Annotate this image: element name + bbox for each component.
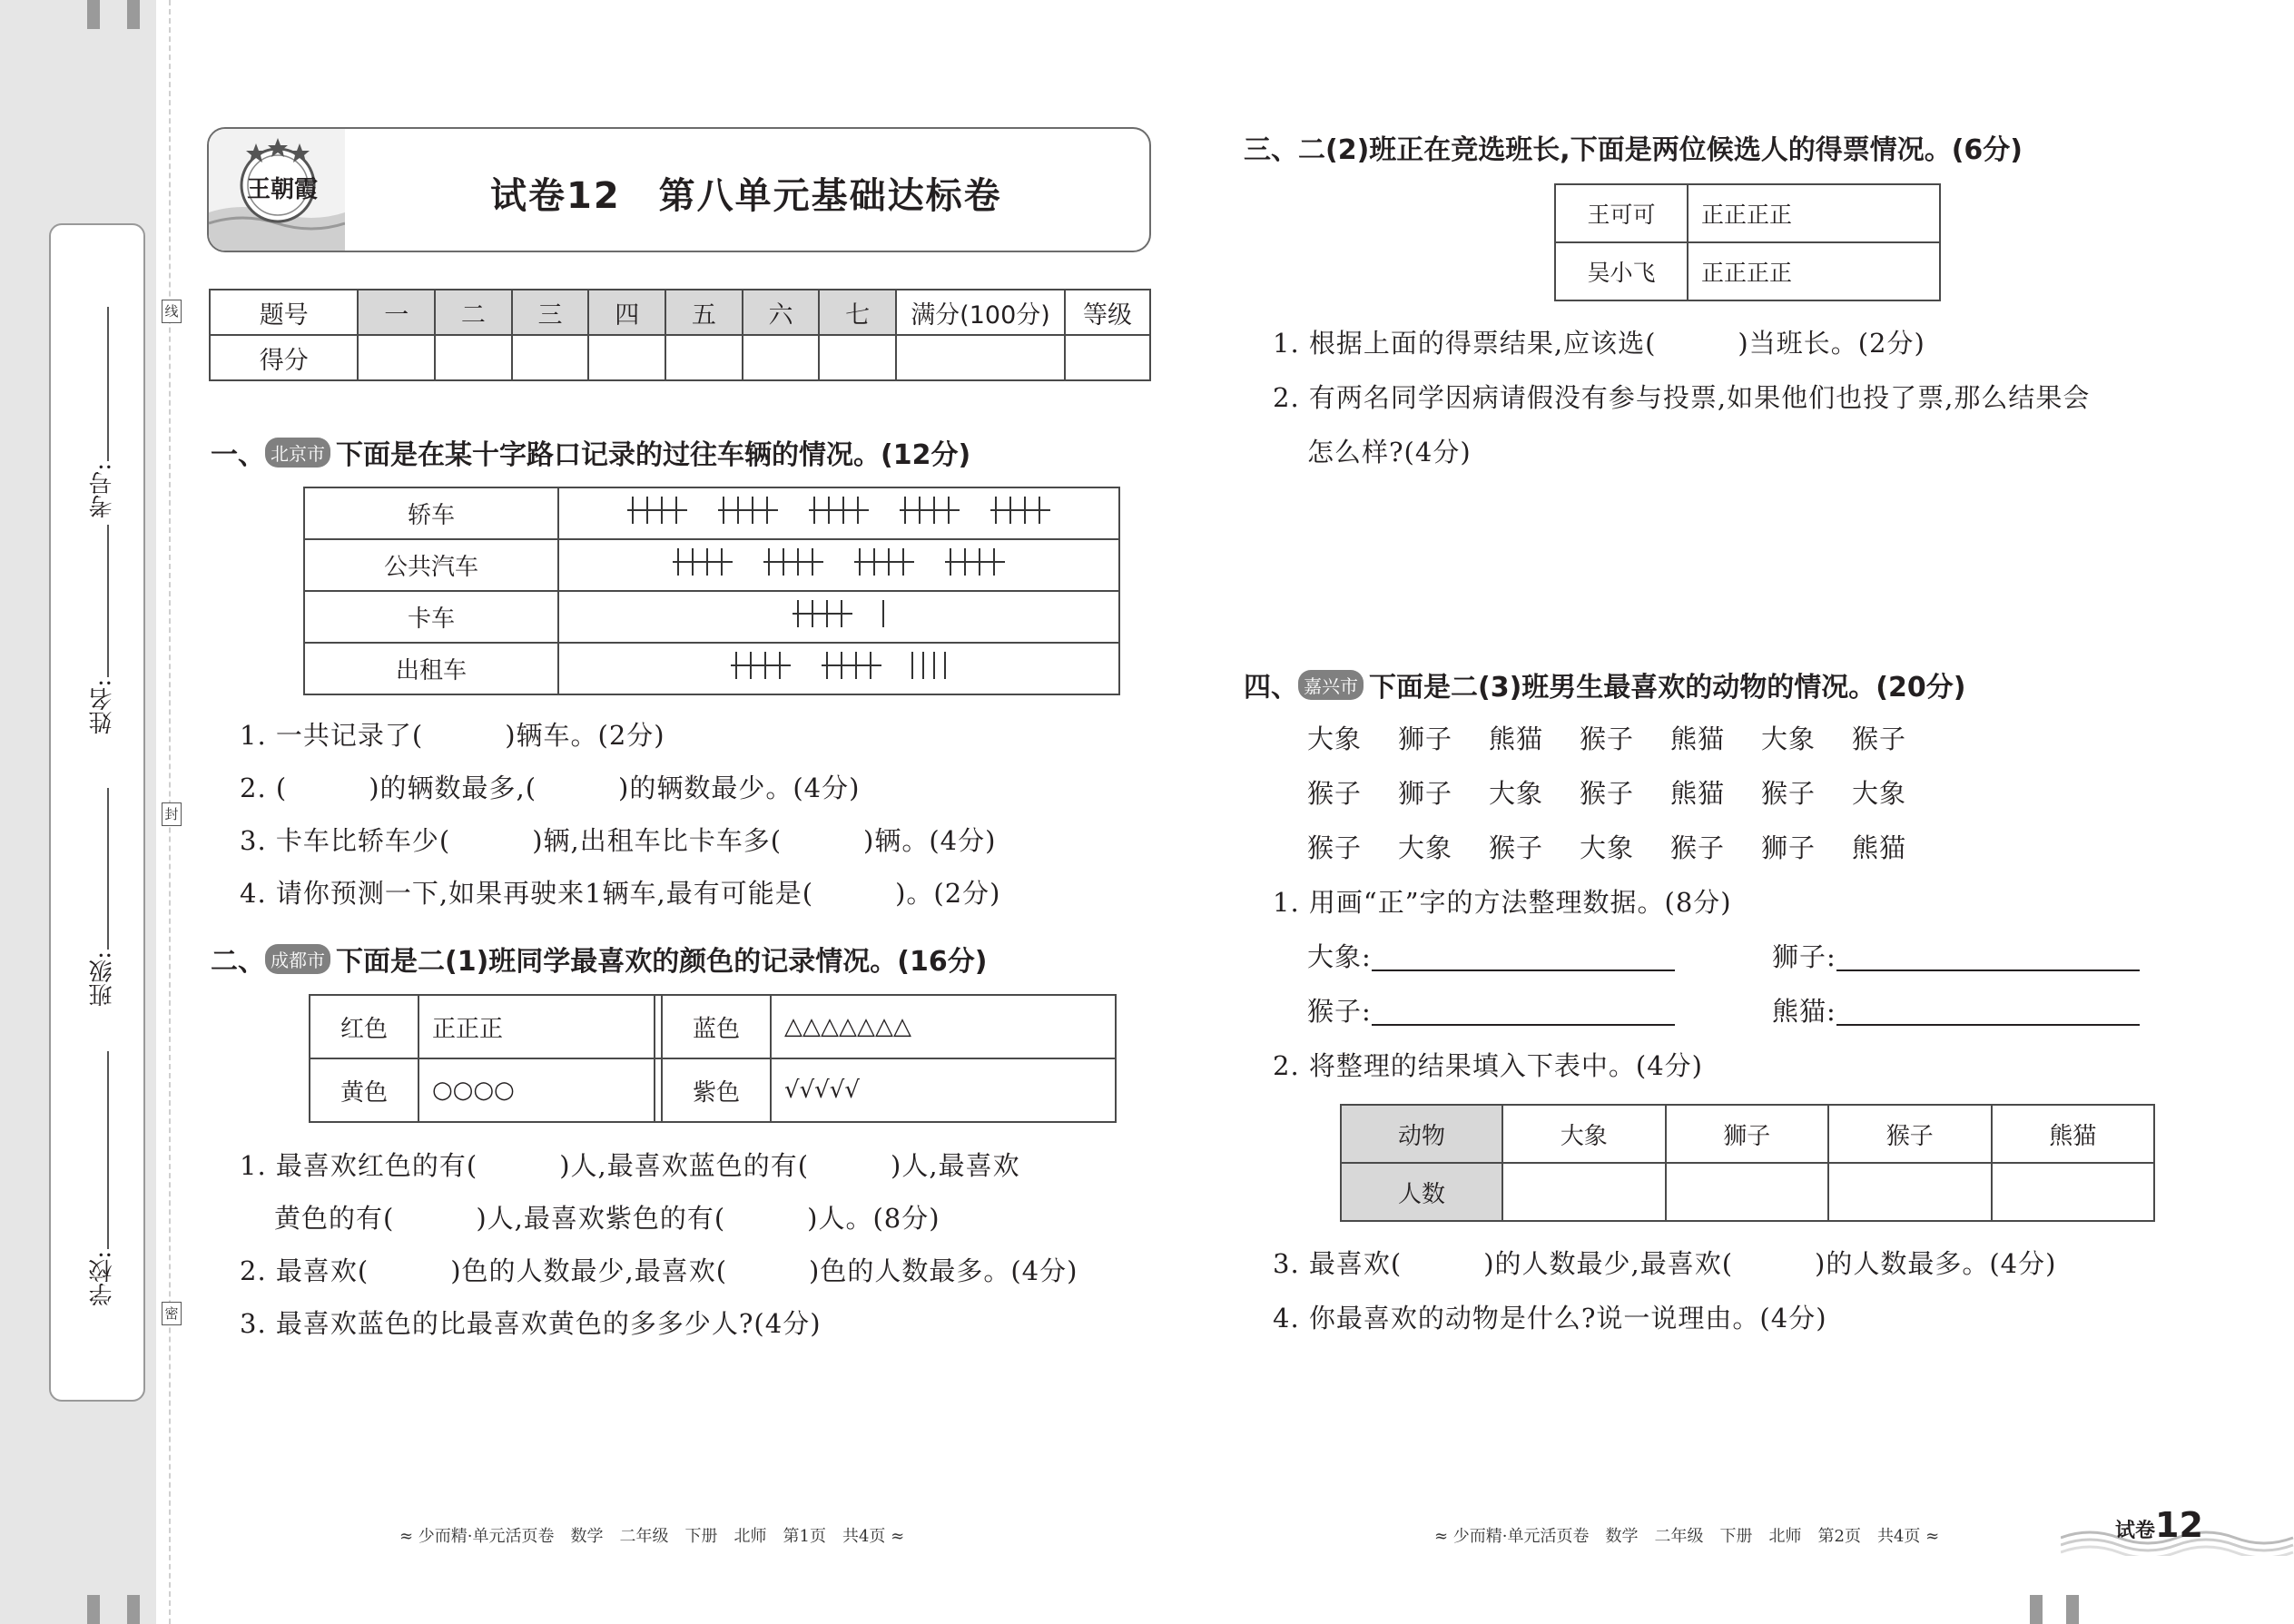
animal-list-row	[1307, 828, 1943, 865]
answer-label: 狮子:	[1772, 941, 1836, 972]
question-text: 下面是二(3)班男生最喜欢的动物的情况。(20分)	[1369, 672, 1966, 704]
score-cell[interactable]	[512, 335, 589, 380]
question-1-2: 2. ( )的辆数最多,( )的辆数最少。(4分)	[240, 773, 861, 803]
animal-item: 熊猫	[1670, 723, 1726, 754]
animal-item: 猴子	[1307, 778, 1363, 809]
table-row	[304, 643, 1119, 694]
seal-mark-secret: 密	[162, 1302, 182, 1325]
animal-item: 熊猫	[1852, 832, 1907, 863]
footer-right: ≈ 少而精·单元活页卷 数学 二年级 下册 北师 第2页 共4页 ≈	[1434, 1527, 1940, 1546]
question-number: 四、	[1244, 672, 1298, 704]
gutter-mark	[2030, 1595, 2043, 1624]
gutter-mark	[2066, 1595, 2079, 1624]
answer-line[interactable]	[1372, 946, 1675, 971]
header-cell: 四	[588, 290, 665, 335]
animal-item: 猴子	[1670, 832, 1726, 863]
question-1-1: 1. 一共记录了( )辆车。(2分)	[240, 720, 665, 751]
color-label: 蓝色	[662, 995, 771, 1058]
traffic-tally-table	[303, 487, 1120, 695]
question-4-2: 2. 将整理的结果填入下表中。(4分)	[1273, 1050, 1703, 1081]
animal-item: 猴子	[1489, 832, 1544, 863]
answer-line[interactable]	[1836, 946, 2140, 971]
gutter-mark	[87, 0, 100, 29]
header-cell: 三	[512, 290, 589, 335]
header-cell: 猴子	[1828, 1105, 1992, 1163]
score-cell[interactable]	[819, 335, 896, 380]
vehicle-label: 出租车	[304, 643, 558, 694]
name-field[interactable]	[107, 525, 109, 677]
table-row	[310, 995, 1116, 1058]
color-value: 正正正	[418, 995, 655, 1058]
question-2-2: 2. 最喜欢( )色的人数最少,最喜欢( )色的人数最多。(4分)	[240, 1255, 1078, 1286]
candidate-name: 王可可	[1555, 184, 1688, 242]
question-2-3: 3. 最喜欢蓝色的比最喜欢黄色的多多少人?(4分)	[240, 1308, 822, 1339]
animal-item: 狮子	[1398, 723, 1453, 754]
question-4-4: 4. 你最喜欢的动物是什么?说一说理由。(4分)	[1273, 1303, 1827, 1334]
count-cell[interactable]	[1992, 1163, 2155, 1221]
gutter-mark	[127, 1595, 140, 1624]
footer-left: ≈ 少而精·单元活页卷 数学 二年级 下册 北师 第1页 共4页 ≈	[399, 1527, 905, 1546]
score-cell[interactable]	[435, 335, 512, 380]
logo-text: 王朝霞	[247, 176, 319, 203]
score-table	[209, 289, 1151, 381]
lion-tally-line	[1772, 937, 2140, 974]
table-row	[1555, 242, 1940, 300]
question-number: 一、	[211, 439, 265, 471]
answer-label: 大象:	[1307, 941, 1372, 972]
name-label: 姓名:	[89, 679, 116, 734]
score-cell[interactable]	[896, 335, 1065, 380]
count-cell[interactable]	[1502, 1163, 1666, 1221]
animal-list-row	[1307, 773, 1943, 811]
table-row	[310, 1058, 1116, 1122]
divider	[655, 995, 662, 1058]
answer-label: 熊猫:	[1772, 996, 1836, 1027]
score-cell[interactable]	[743, 335, 820, 380]
color-value: √√√√√	[771, 1058, 1116, 1122]
header-cell: 五	[665, 290, 743, 335]
table-row	[304, 591, 1119, 643]
header-cell: 满分(100分)	[896, 290, 1065, 335]
elephant-tally-line	[1307, 937, 1675, 974]
color-label: 黄色	[310, 1058, 418, 1122]
animal-list-row	[1307, 719, 1943, 756]
header-cell: 二	[435, 290, 512, 335]
logo-area	[209, 129, 345, 251]
table-row	[1341, 1105, 2154, 1163]
question-4-heading	[1244, 664, 1965, 704]
header-cell: 大象	[1502, 1105, 1666, 1163]
candidate-name: 吴小飞	[1555, 242, 1688, 300]
count-cell[interactable]	[1666, 1163, 1829, 1221]
tally-marks	[566, 544, 1111, 580]
class-field[interactable]	[107, 788, 109, 950]
score-cell[interactable]	[358, 335, 435, 380]
animal-item: 猴子	[1580, 723, 1635, 754]
animal-item: 猴子	[1761, 778, 1816, 809]
question-text: 下面是在某十字路口记录的过往车辆的情况。(12分)	[336, 439, 971, 471]
answer-line[interactable]	[1372, 1000, 1675, 1026]
header-cell: 动物	[1341, 1105, 1502, 1163]
header-cell: 等级	[1065, 290, 1150, 335]
header-cell: 题号	[210, 290, 358, 335]
score-cell[interactable]	[588, 335, 665, 380]
table-row	[210, 335, 1150, 380]
gutter-mark	[87, 1595, 100, 1624]
animal-item: 猴子	[1852, 723, 1907, 754]
exam-number-label: 考号:	[89, 463, 116, 518]
answer-label: 猴子:	[1307, 996, 1372, 1027]
header-cell: 七	[819, 290, 896, 335]
tally-marks	[566, 492, 1111, 528]
tally-marks	[566, 595, 1111, 632]
table-row	[1341, 1163, 2154, 1221]
vote-tally: 正正正正	[1688, 242, 1940, 300]
count-cell[interactable]	[1828, 1163, 1992, 1221]
question-1-4: 4. 请你预测一下,如果再驶来1辆车,最有可能是( )。(2分)	[240, 878, 1001, 909]
animal-item: 猴子	[1580, 778, 1635, 809]
animal-item: 熊猫	[1670, 778, 1726, 809]
color-label: 红色	[310, 995, 418, 1058]
gutter-mark	[127, 0, 140, 29]
school-field[interactable]	[107, 1051, 109, 1249]
animal-item: 大象	[1852, 778, 1907, 809]
color-label: 紫色	[662, 1058, 771, 1122]
question-3-heading: 三、二(2)班正在竞选班长,下面是两位候选人的得票情况。(6分)	[1244, 134, 2023, 166]
question-3-1: 1. 根据上面的得票结果,应该选( )当班长。(2分)	[1273, 328, 1925, 359]
question-text: 下面是二(1)班同学最喜欢的颜色的记录情况。(16分)	[336, 946, 988, 978]
region-tag: 嘉兴市	[1298, 670, 1364, 700]
vote-table	[1554, 183, 1941, 301]
question-1-3: 3. 卡车比轿车少( )辆,出租车比卡车多( )辆。(4分)	[240, 825, 997, 856]
table-row	[210, 290, 1150, 335]
question-2-1: 1. 最喜欢红色的有( )人,最喜欢蓝色的有( )人,最喜欢	[240, 1150, 1020, 1181]
page-badge	[2115, 1505, 2203, 1545]
question-1-heading	[211, 432, 970, 472]
header-cell: 六	[743, 290, 820, 335]
question-3-2-cont: 怎么样?(4分)	[1307, 437, 1472, 468]
header-cell: 一	[358, 290, 435, 335]
animal-item: 大象	[1489, 778, 1544, 809]
region-tag: 成都市	[265, 944, 330, 974]
student-info-box	[49, 223, 145, 1402]
badge-prefix: 试卷	[2115, 1520, 2156, 1542]
title-banner	[207, 127, 1151, 252]
animal-item: 狮子	[1761, 832, 1816, 863]
table-row	[1555, 184, 1940, 242]
animal-item: 大象	[1398, 832, 1453, 863]
answer-line[interactable]	[1836, 1000, 2140, 1026]
region-tag: 北京市	[265, 438, 330, 468]
animal-item: 猴子	[1307, 832, 1363, 863]
school-label: 学校:	[89, 1251, 116, 1306]
animal-count-table	[1340, 1104, 2155, 1222]
row-label: 人数	[1341, 1163, 1502, 1221]
question-2-1-cont: 黄色的有( )人,最喜欢紫色的有( )人。(8分)	[274, 1203, 940, 1234]
tally-marks	[566, 647, 1111, 684]
exam-title: 试卷12 第八单元基础达标卷	[490, 175, 1002, 217]
seal-mark-line: 线	[162, 300, 182, 323]
animal-item: 大象	[1307, 723, 1363, 754]
animal-item: 大象	[1580, 832, 1635, 863]
header-cell: 狮子	[1666, 1105, 1829, 1163]
question-number: 二、	[211, 946, 265, 978]
seal-mark-seal: 封	[162, 802, 182, 826]
color-value: ○○○○	[418, 1058, 655, 1122]
divider	[655, 1058, 662, 1122]
score-cell[interactable]	[1065, 335, 1150, 380]
animal-item: 狮子	[1398, 778, 1453, 809]
table-row	[304, 487, 1119, 539]
color-value: △△△△△△△	[771, 995, 1116, 1058]
badge-number: 12	[2155, 1505, 2203, 1545]
vehicle-label: 公共汽车	[304, 539, 558, 591]
score-cell[interactable]	[665, 335, 743, 380]
class-label: 班级:	[89, 951, 116, 1007]
animal-item: 熊猫	[1489, 723, 1544, 754]
monkey-tally-line	[1307, 991, 1675, 1029]
question-2-heading	[211, 939, 987, 979]
score-row-label: 得分	[210, 335, 358, 380]
exam-number-field[interactable]	[107, 307, 109, 461]
vehicle-label: 轿车	[304, 487, 558, 539]
vehicle-label: 卡车	[304, 591, 558, 643]
animal-item: 大象	[1761, 723, 1816, 754]
vote-tally: 正正正正	[1688, 184, 1940, 242]
panda-tally-line	[1772, 991, 2140, 1029]
question-4-3: 3. 最喜欢( )的人数最少,最喜欢( )的人数最多。(4分)	[1273, 1248, 2057, 1279]
question-3-2: 2. 有两名同学因病请假没有参与投票,如果他们也投了票,那么结果会	[1273, 382, 2091, 413]
color-record-table	[309, 994, 1117, 1123]
table-row	[304, 539, 1119, 591]
question-4-1: 1. 用画“正”字的方法整理数据。(8分)	[1273, 887, 1732, 918]
header-cell: 熊猫	[1992, 1105, 2155, 1163]
